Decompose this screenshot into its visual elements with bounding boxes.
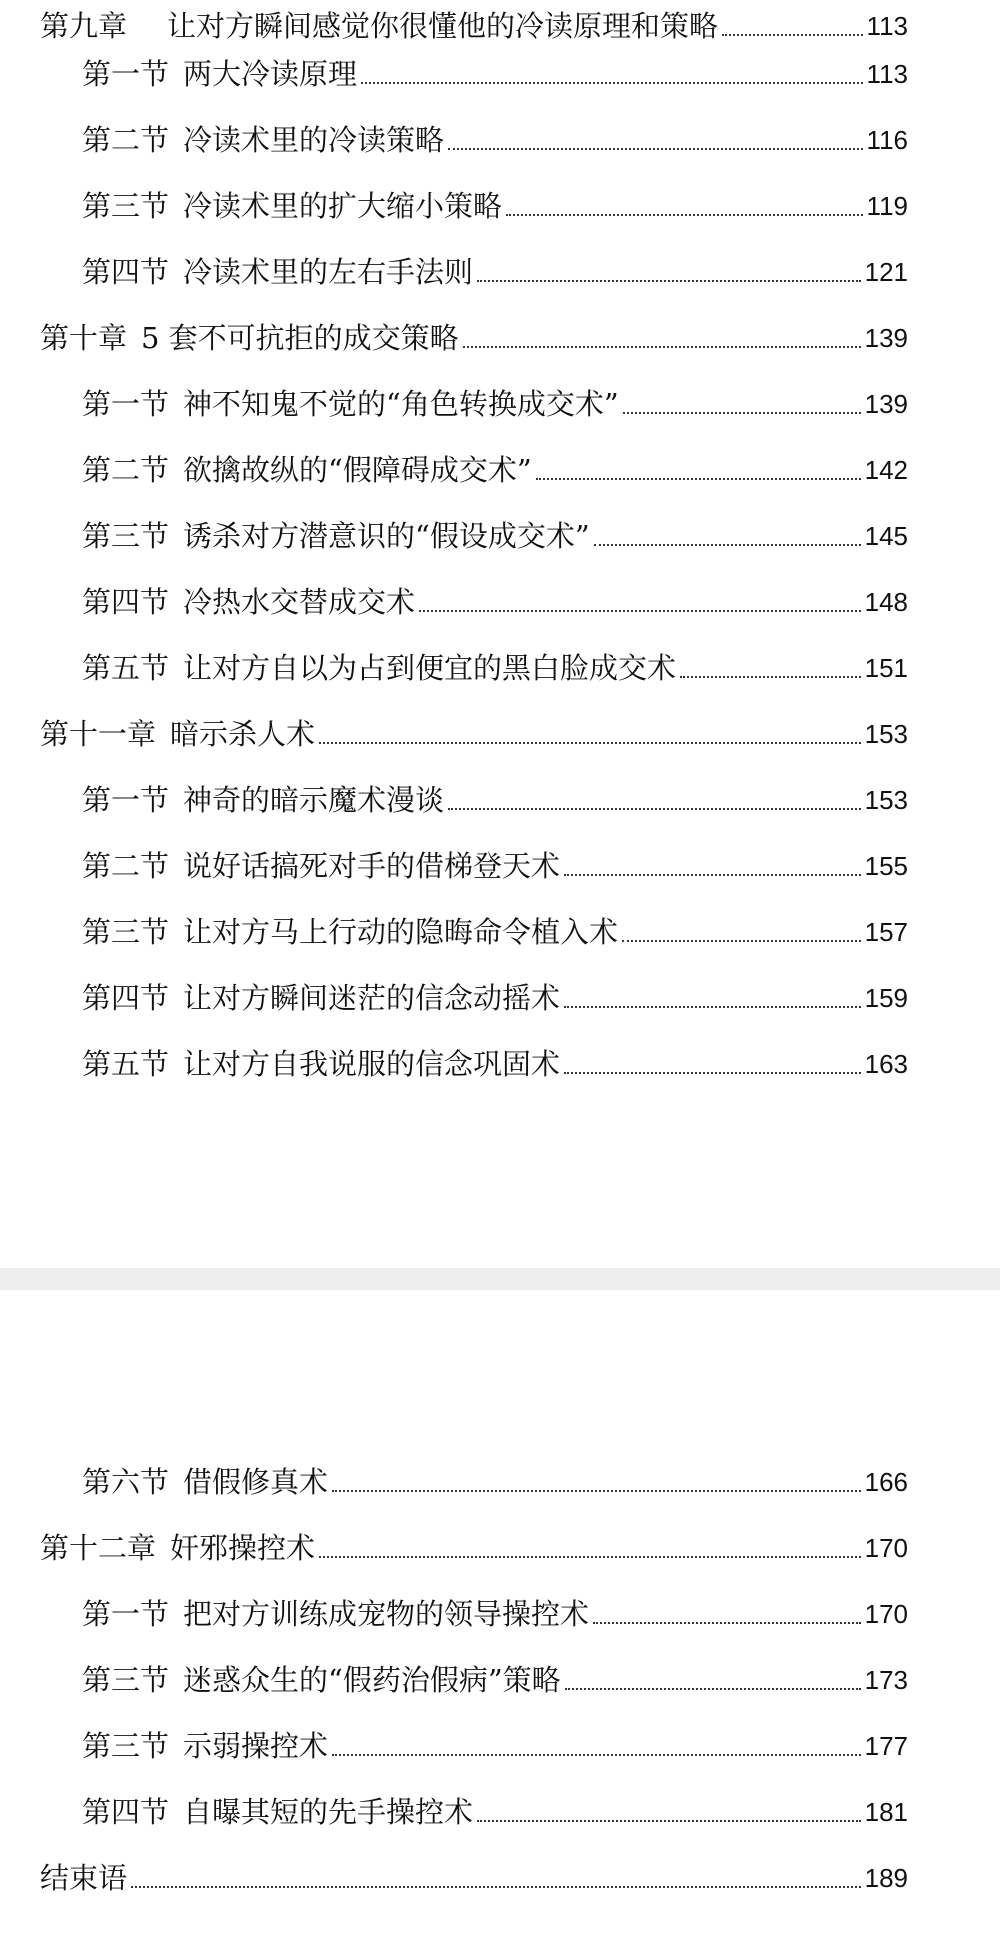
entry-title: 冷读术里的冷读策略 — [183, 123, 445, 157]
page-number: 151 — [864, 653, 908, 683]
dot-leader — [448, 808, 861, 810]
entry-title: 让对方自以为占到便宜的黑白脸成交术 — [183, 651, 677, 685]
page-number: 170 — [864, 1533, 908, 1563]
entry-label — [82, 1794, 473, 1830]
entry-number: 第一节 — [82, 387, 170, 421]
page-number: 113 — [866, 11, 908, 41]
dot-leader — [361, 82, 863, 84]
entry-number: 第五节 — [82, 1047, 170, 1081]
page-number: 148 — [864, 587, 908, 617]
toc-entry-section[interactable] — [82, 1720, 908, 1764]
page-number: 119 — [866, 191, 908, 221]
dot-leader — [722, 34, 863, 36]
toc-entry-section[interactable] — [82, 1654, 908, 1698]
dot-leader — [506, 214, 863, 216]
entry-label — [82, 1728, 328, 1764]
toc-entry-section[interactable] — [82, 972, 908, 1016]
entry-label — [82, 386, 619, 422]
entry-label — [82, 1464, 328, 1500]
toc-entry-chapter[interactable] — [40, 0, 908, 44]
entry-title: 两大冷读原理 — [183, 57, 358, 91]
dot-leader — [565, 1688, 861, 1690]
toc-entry-section[interactable] — [82, 642, 908, 686]
page-separator — [0, 1268, 1000, 1290]
page-number: 145 — [864, 521, 908, 551]
toc-entry-section[interactable] — [82, 444, 908, 488]
page-number: 177 — [864, 1731, 908, 1761]
entry-number: 第十二章 — [40, 1531, 157, 1565]
entry-title: 冷读术里的扩大缩小策略 — [183, 189, 503, 223]
entry-label — [82, 584, 415, 620]
dot-leader — [319, 742, 861, 744]
entry-label — [82, 254, 473, 290]
toc-entry-chapter[interactable] — [40, 1522, 908, 1566]
entry-number: 第三节 — [82, 915, 170, 949]
entry-label — [82, 848, 560, 884]
page-number: 121 — [864, 257, 908, 287]
entry-label — [82, 188, 502, 224]
entry-title: 借假修真术 — [183, 1465, 329, 1499]
entry-number: 第九章 — [40, 9, 128, 43]
dot-leader — [564, 1006, 861, 1008]
entry-title: 冷热水交替成交术 — [183, 585, 416, 619]
entry-number: 第四节 — [82, 1795, 170, 1829]
page-number: 139 — [864, 323, 908, 353]
entry-number: 第五节 — [82, 651, 170, 685]
toc-entry-section[interactable] — [82, 1038, 908, 1082]
entry-title: 诱杀对方潜意识的“假设成交术” — [183, 519, 590, 553]
entry-label — [82, 650, 676, 686]
dot-leader — [332, 1490, 861, 1492]
entry-label — [82, 518, 590, 554]
entry-label — [82, 1046, 560, 1082]
toc-entry-section[interactable] — [82, 906, 908, 950]
page-number: 139 — [864, 389, 908, 419]
entry-label — [82, 1662, 561, 1698]
entry-label — [82, 452, 532, 488]
toc-entry-chapter[interactable] — [40, 708, 908, 752]
entry-title: 奸邪操控术 — [170, 1531, 316, 1565]
entry-number: 第三节 — [82, 1729, 170, 1763]
entry-title: 结束语 — [40, 1861, 128, 1895]
entry-title: 欲擒故纵的“假障碍成交术” — [183, 453, 532, 487]
entry-number: 第二节 — [82, 453, 170, 487]
page-number: 155 — [864, 851, 908, 881]
dot-leader — [319, 1556, 861, 1558]
page-number: 170 — [864, 1599, 908, 1629]
toc-entry-section[interactable] — [82, 840, 908, 884]
entry-label — [82, 980, 560, 1016]
dot-leader — [594, 544, 861, 546]
entry-title: 说好话搞死对手的借梯登天术 — [183, 849, 561, 883]
dot-leader — [131, 1886, 861, 1888]
entry-number: 第二节 — [82, 849, 170, 883]
entry-label — [82, 782, 444, 818]
page-number: 153 — [864, 719, 908, 749]
entry-label — [40, 1530, 315, 1566]
entry-title: 让对方马上行动的隐晦命令植入术 — [183, 915, 619, 949]
entry-label — [40, 716, 315, 752]
toc-entry-section[interactable] — [82, 1786, 908, 1830]
page-number: 142 — [864, 455, 908, 485]
page-number: 113 — [866, 59, 908, 89]
entry-number: 第三节 — [82, 1663, 170, 1697]
entry-title: 迷惑众生的“假药治假病”策略 — [183, 1663, 561, 1697]
entry-title: 神奇的暗示魔术漫谈 — [183, 783, 445, 817]
entry-number: 第十章 — [40, 321, 128, 355]
toc-entry-conclusion[interactable] — [40, 1852, 908, 1896]
dot-leader — [622, 940, 861, 942]
toc-entry-section[interactable] — [82, 180, 908, 224]
dot-leader — [536, 478, 861, 480]
toc-entry-section[interactable] — [82, 774, 908, 818]
toc-entry-section[interactable] — [82, 114, 908, 158]
entry-number: 第十一章 — [40, 717, 157, 751]
entry-title: 让对方自我说服的信念巩固术 — [183, 1047, 561, 1081]
entry-label — [82, 122, 444, 158]
entry-title: 把对方训练成宠物的领导操控术 — [183, 1597, 590, 1631]
toc-entry-section[interactable] — [82, 1456, 908, 1500]
entry-title: 5 套不可抗拒的成交策略 — [141, 321, 459, 355]
entry-title: 神不知鬼不觉的“角色转换成交术” — [183, 387, 619, 421]
toc-entry-section[interactable] — [82, 246, 908, 290]
dot-leader — [448, 148, 863, 150]
dot-leader — [463, 346, 861, 348]
toc-entry-section[interactable] — [82, 378, 908, 422]
dot-leader — [593, 1622, 861, 1624]
entry-title: 暗示杀人术 — [170, 717, 316, 751]
entry-label — [82, 56, 357, 92]
dot-leader — [564, 1072, 861, 1074]
page-number: 116 — [866, 125, 908, 155]
dot-leader — [419, 610, 861, 612]
toc-entry-chapter[interactable] — [40, 312, 908, 356]
entry-title: 让对方瞬间迷茫的信念动摇术 — [183, 981, 561, 1015]
entry-number: 第一节 — [82, 783, 170, 817]
dot-leader — [623, 412, 861, 414]
entry-label — [40, 8, 718, 44]
page-number: 153 — [864, 785, 908, 815]
entry-number: 第一节 — [82, 57, 170, 91]
entry-number: 第六节 — [82, 1465, 170, 1499]
entry-title: 让对方瞬间感觉你很懂他的冷读原理和策略 — [167, 9, 719, 43]
toc-entry-section[interactable] — [82, 1588, 908, 1632]
page-number: 159 — [864, 983, 908, 1013]
dot-leader — [477, 280, 861, 282]
toc-entry-section[interactable] — [82, 48, 908, 92]
entry-label — [40, 320, 459, 356]
entry-label — [82, 914, 618, 950]
dot-leader — [477, 1820, 861, 1822]
page-number: 181 — [864, 1797, 908, 1827]
page-number: 166 — [864, 1467, 908, 1497]
entry-title: 自曝其短的先手操控术 — [183, 1795, 474, 1829]
dot-leader — [332, 1754, 861, 1756]
toc-entry-section[interactable] — [82, 510, 908, 554]
entry-title: 示弱操控术 — [183, 1729, 329, 1763]
entry-number: 第三节 — [82, 519, 170, 553]
toc-page-2 — [0, 1290, 1000, 1939]
page-number: 157 — [864, 917, 908, 947]
toc-entry-section[interactable] — [82, 576, 908, 620]
entry-number: 第四节 — [82, 255, 170, 289]
page-number: 173 — [864, 1665, 908, 1695]
entry-number: 第三节 — [82, 189, 170, 223]
page-number: 163 — [864, 1049, 908, 1079]
dot-leader — [680, 676, 861, 678]
entry-number: 第二节 — [82, 123, 170, 157]
entry-title: 冷读术里的左右手法则 — [183, 255, 474, 289]
entry-label — [82, 1596, 589, 1632]
entry-number: 第一节 — [82, 1597, 170, 1631]
page-number: 189 — [864, 1863, 908, 1893]
dot-leader — [564, 874, 861, 876]
entry-number: 第四节 — [82, 585, 170, 619]
entry-label — [40, 1860, 127, 1896]
entry-number: 第四节 — [82, 981, 170, 1015]
